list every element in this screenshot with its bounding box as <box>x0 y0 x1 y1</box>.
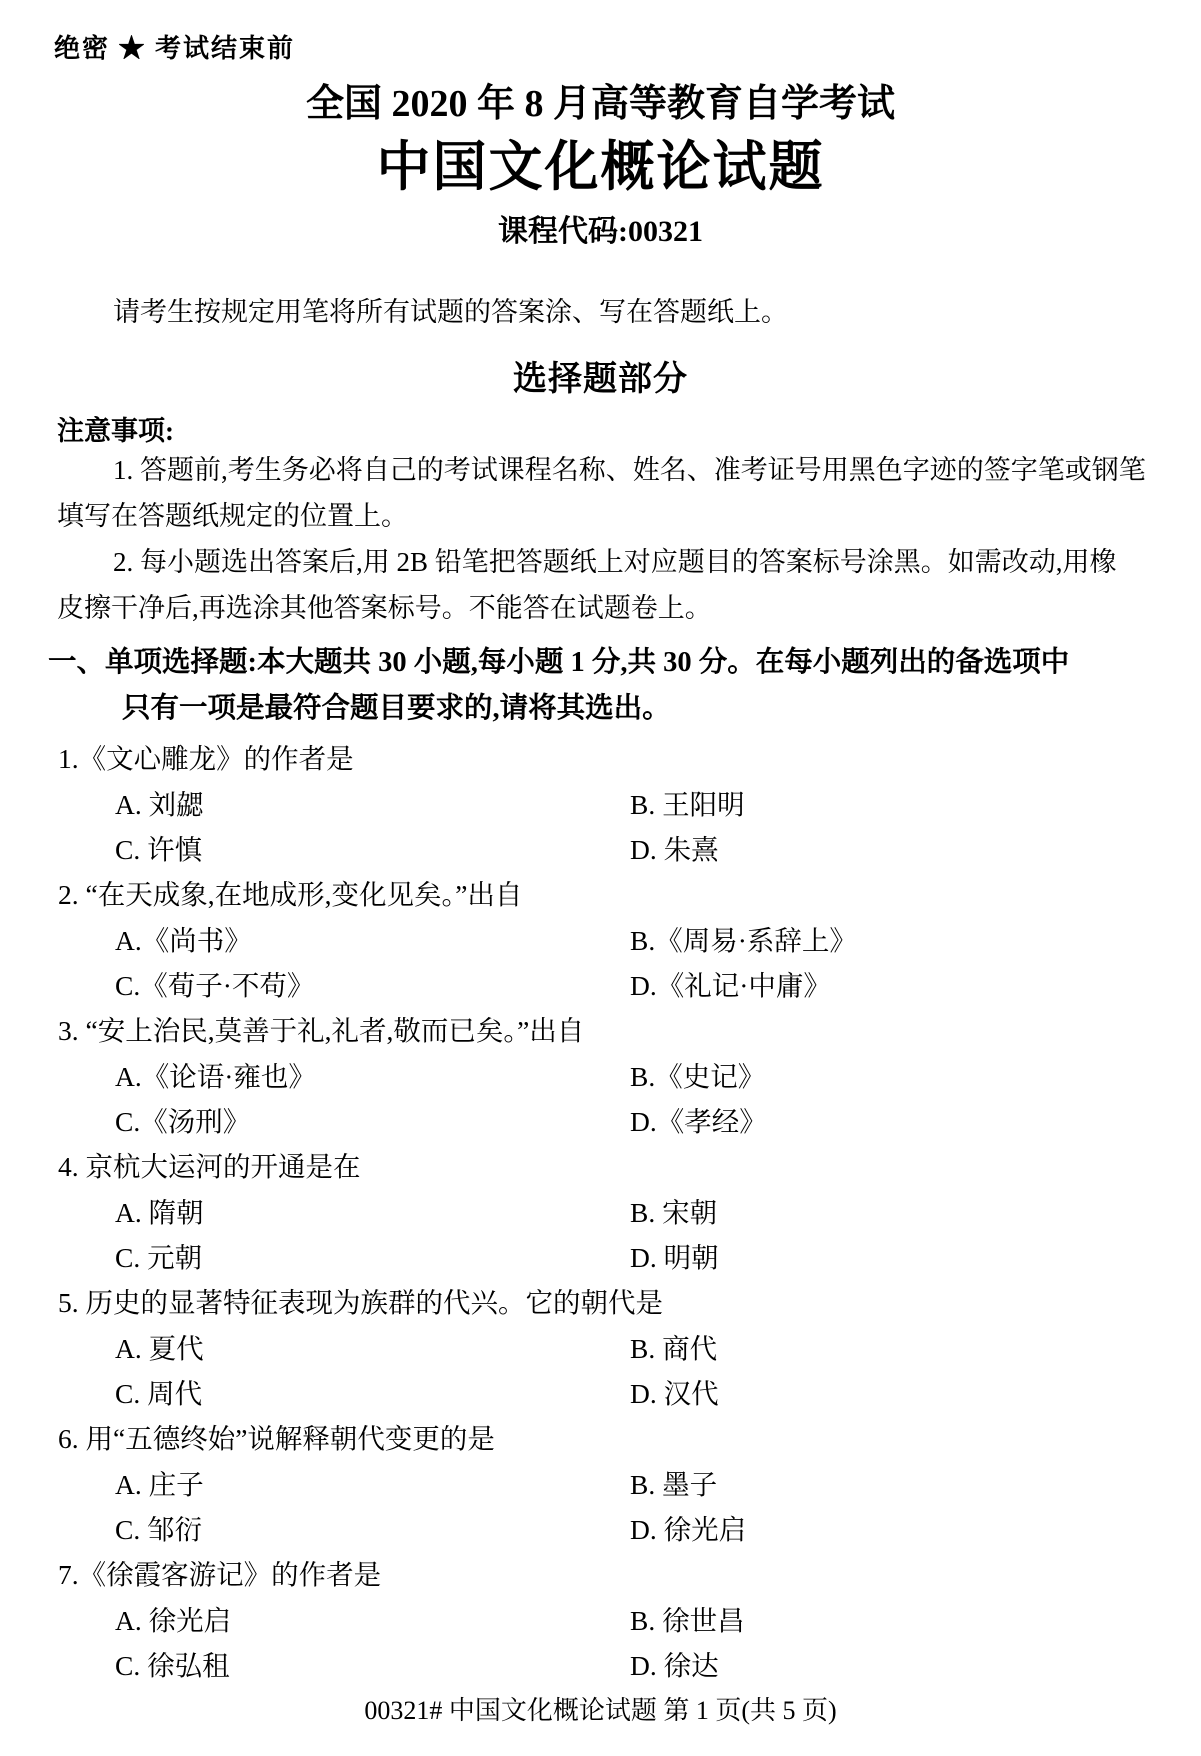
page-number-footer: 00321# 中国文化概论试题 第 1 页(共 5 页) <box>364 1696 837 1725</box>
exam-session-title: 全国 2020 年 8 月高等教育自学考试 <box>305 83 895 125</box>
option-b: B. 墨子 <box>630 1469 718 1500</box>
question-text: 3. “安上治民,莫善于礼,礼者,敬而已矣。”出自 <box>58 1015 585 1046</box>
option-c: C. 徐弘租 <box>115 1650 230 1681</box>
option-d: D. 徐光启 <box>630 1514 747 1545</box>
option-c: C.《汤刑》 <box>115 1106 251 1137</box>
paper-title: 中国文化概论试题 <box>376 137 825 197</box>
option-a: A.《尚书》 <box>115 925 252 956</box>
option-c: C. 许慎 <box>115 834 203 865</box>
question-text: 2. “在天成象,在地成形,变化见矣。”出自 <box>58 879 523 910</box>
option-row <box>0 1235 1201 1280</box>
option-row <box>0 1643 1201 1688</box>
option-row <box>0 1099 1201 1144</box>
note-line: 皮擦干净后,再选涂其他答案标号。不能答在试题卷上。 <box>57 593 712 623</box>
course-code: 课程代码:00321 <box>498 215 703 248</box>
option-row <box>0 1371 1201 1416</box>
option-row <box>0 1507 1201 1552</box>
question-text: 5. 历史的显著特征表现为族群的代兴。它的朝代是 <box>58 1287 663 1318</box>
option-row <box>0 1054 1201 1099</box>
option-a: A.《论语·雍也》 <box>115 1061 316 1092</box>
option-row <box>0 963 1201 1008</box>
option-d: D.《孝经》 <box>630 1106 767 1137</box>
option-d: D. 徐达 <box>630 1650 719 1681</box>
option-b: B.《史记》 <box>630 1061 766 1092</box>
option-c: C. 周代 <box>115 1378 203 1409</box>
option-row <box>0 918 1201 963</box>
part-heading-line: 一、单项选择题:本大题共 30 小题,每小题 1 分,共 30 分。在每小题列出的备选项中 <box>48 647 1070 678</box>
option-b: B. 王阳明 <box>630 789 745 820</box>
option-d: D. 朱熹 <box>630 834 719 865</box>
option-d: D. 明朝 <box>630 1242 719 1273</box>
question-4 <box>0 1144 1201 1280</box>
question-text: 4. 京杭大运河的开通是在 <box>58 1151 361 1182</box>
option-c: C. 元朝 <box>115 1242 203 1273</box>
note-line: 填写在答题纸规定的位置上。 <box>57 501 408 531</box>
part-one-heading <box>48 640 1168 732</box>
option-a: A. 夏代 <box>115 1333 204 1364</box>
note-item-2 <box>57 539 1167 631</box>
option-row <box>0 827 1201 872</box>
security-classification-label: 绝密 ★ 考试结束前 <box>54 34 296 63</box>
question-text: 1.《文心雕龙》的作者是 <box>58 743 354 774</box>
question-1 <box>0 736 1201 872</box>
part-heading-line: 只有一项是最符合题目要求的,请将其选出。 <box>122 693 671 724</box>
option-b: B. 商代 <box>630 1333 718 1364</box>
option-d: D. 汉代 <box>630 1378 719 1409</box>
note-item-1 <box>57 447 1167 539</box>
option-c: C.《荀子·不苟》 <box>115 970 315 1001</box>
option-b: B. 宋朝 <box>630 1197 718 1228</box>
answer-sheet-instruction: 请考生按规定用笔将所有试题的答案涂、写在答题纸上。 <box>113 297 788 327</box>
option-row <box>0 1190 1201 1235</box>
option-a: A. 庄子 <box>115 1469 204 1500</box>
note-line: 1. 答题前,考生务必将自己的考试课程名称、姓名、准考证号用黑色字迹的签字笔或钢笔 <box>113 455 1146 485</box>
option-b: B.《周易·系辞上》 <box>630 925 857 956</box>
question-3 <box>0 1008 1201 1144</box>
option-a: A. 徐光启 <box>115 1605 232 1636</box>
option-d: D.《礼记·中庸》 <box>630 970 831 1001</box>
notes-heading: 注意事项: <box>57 416 174 446</box>
question-2 <box>0 872 1201 1008</box>
option-b: B. 徐世昌 <box>630 1605 745 1636</box>
option-c: C. 邹衍 <box>115 1514 203 1545</box>
option-row <box>0 782 1201 827</box>
note-line: 2. 每小题选出答案后,用 2B 铅笔把答题纸上对应题目的答案标号涂黑。如需改动,用橡 <box>113 547 1117 577</box>
question-text: 7.《徐霞客游记》的作者是 <box>58 1559 382 1590</box>
question-5 <box>0 1280 1201 1416</box>
option-row <box>0 1462 1201 1507</box>
option-a: A. 刘勰 <box>115 789 204 820</box>
option-row <box>0 1598 1201 1643</box>
question-text: 6. 用“五德终始”说解释朝代变更的是 <box>58 1423 495 1454</box>
question-7 <box>0 1552 1201 1688</box>
option-row <box>0 1326 1201 1371</box>
question-6 <box>0 1416 1201 1552</box>
multiple-choice-section-title: 选择题部分 <box>513 361 688 398</box>
option-a: A. 隋朝 <box>115 1197 204 1228</box>
